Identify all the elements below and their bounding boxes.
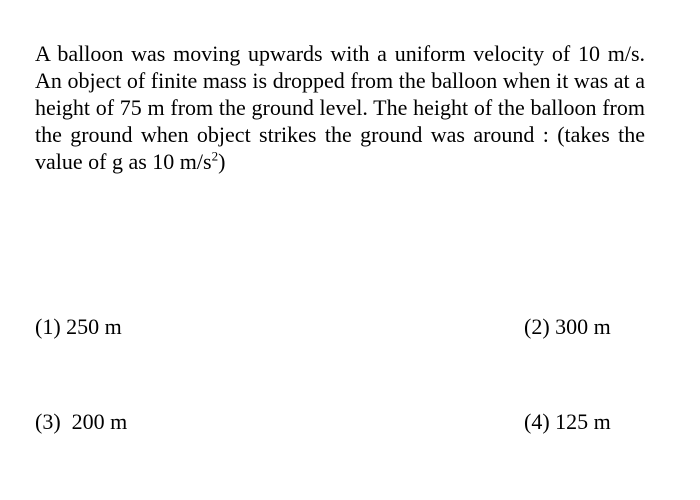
question-body: A balloon was moving upwards with a uniform velocity of 10 m/s. An object of finite mass is dropped from the balloon when it was at a height of 75 m from the ground level. The height of the balloon from the ground when object strikes the ground was around : (takes the value of g as 10 m/s [35,41,645,174]
option-2[interactable]: (2) 300 m [524,314,611,339]
option-3[interactable]: (3) 200 m [35,409,128,434]
question-text [35,40,645,175]
superscript-exponent: 2 [211,148,219,164]
option-4[interactable]: (4) 125 m [524,409,611,434]
question-closing-paren: ) [218,149,226,174]
option-1[interactable]: (1) 250 m [35,314,122,339]
